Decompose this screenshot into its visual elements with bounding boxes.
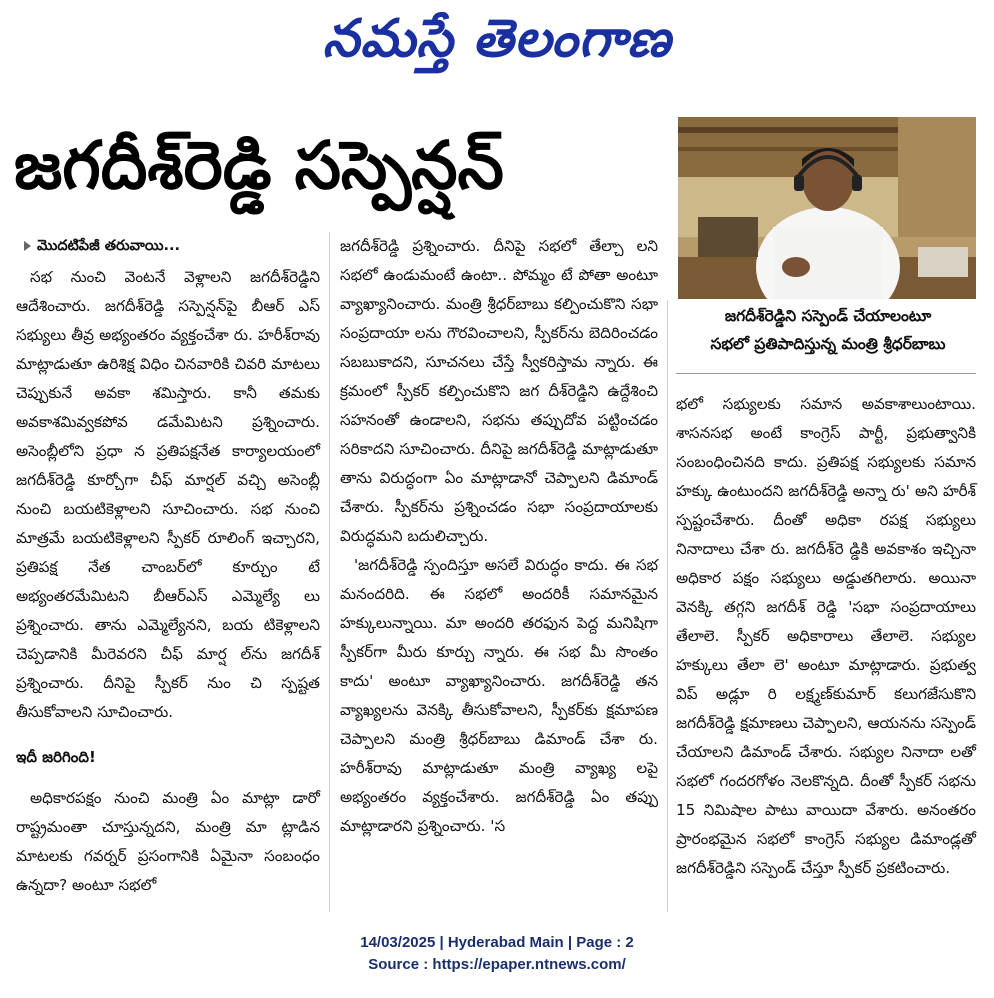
article-column-2 (340, 232, 658, 841)
column-divider (667, 300, 668, 912)
news-photo (678, 117, 976, 299)
headline (14, 116, 674, 216)
footer-date-edition: 14/03/2025 | Hyderabad Main | Page : 2 (360, 934, 634, 951)
arrow-icon (24, 241, 31, 251)
footer-source: Source : https://epaper.ntnews.com/ (368, 956, 626, 973)
column-divider (329, 232, 330, 912)
paragraph: సభ నుంచి వెంటనే వెళ్లాలని జగదీశ్‌రెడ్డిని ఆదేశించారు. జగదీశ్‌రెడ్డి సస్పెన్షన్‌పై బీఆర్ ఎస్ సభ్యులు తీవ్ర అభ్యంతరం వ్యక్తంచేశా రు. హరీశ్‌రావు మాట్లాడుతూ ఉరిశిక్ష విధిం చినవారికి చివరి మాటలు చెప్పుకునే అవకా శమిస్తారు. కానీ తమకు అవకాశమివ్వకపోవ డమేమిటని ప్రశ్నించారు. అసెంబ్లీలోని ప్రధా న ప్రతిపక్షనేత కార్యాలయంలో జగదీశ్‌రెడ్డి కూర్చోగా చీఫ్ మార్షల్ వచ్చి అసెంబ్లీ నుంచి బయటికెళ్లాలని సూచించారు. సభ నుంచి మాత్రమే బయటికెళ్లాలని స్పీకర్ రూలింగ్ ఇచ్చారని, ప్రతిపక్ష నేత చాంబర్‌లో కూర్చుం టే అభ్యంతరమేమిటని బీఆర్‌ఎస్ ఎమ్మెల్యే లు ప్రశ్నించారు. తాను ఎమ్మెల్యేనని, బయ టికెళ్లాలని చెప్పడానికి మీరెవరని చీఫ్ మార్ష ల్‌ను జగదీశ్ ప్రశ్నించారు. దీనిపై స్పీకర్ నుం చి స్పష్టత తీసుకోవాలని సూచించారు. (16, 268, 320, 721)
headline-text: జగదీశ్‌రెడ్డి సస్పెన్షన్ (14, 127, 504, 204)
paragraph: జగదీశ్‌రెడ్డి ప్రశ్నించారు. దీనిపై సభలో తేల్చా లని సభలో ఉండుమంటే ఉంటా.. పోమ్మం టే పోతా అంటూ వ్యాఖ్యానించారు. మంత్రి శ్రీధర్‌బాబు కల్పించుకొని సభా సంప్రదాయా లను గౌరవించాలని, స్పీకర్‌ను బెదిరించడం సబబుకాదని, సూచనలు చేస్తే స్వీకరిస్తామ న్నారు. ఈ క్రమంలో స్పీకర్ కల్పించుకొని జగ దీశ్‌రెడ్డిని ఉద్దేశించి సహనంతో ఉండాలని, సభను తప్పుదోవ పట్టించడం సరికాదని సూచించారు. దీనిపై జగదీశ్‌రెడ్డి మాట్లాడుతూ తాను విరుద్ధంగా ఏం మాట్లాడానో చెప్పాలని డిమాండ్ చేశారు. స్పీకర్‌ను ప్రశ్నించడం సభా సంప్రదాయాలకు విరుద్ధమని బదులిచ్చారు. (340, 237, 658, 545)
continued-text: మొదటిపేజీ తరువాయి... (37, 238, 181, 254)
caption-divider (676, 373, 976, 374)
paragraph: భలో సభ్యులకు సమాన అవకాశాలుంటాయి. శాసనసభ అంటే కాంగ్రెస్ పార్టీ, ప్రభుత్వానికి సంబంధించినది కాదు. ప్రతిపక్ష సభ్యులకు సమాన హక్కు ఉంటుందని జగదీశ్‌రెడ్డి అన్నా రు' అని హరీశ్ స్పష్టంచేశారు. దీంతో అధికా రపక్ష సభ్యులు నినాదాలు చేశా రు. జగదీశ్‌రె డ్డికి అవకాశం ఇచ్చినా అధికార పక్షం సభ్యులు అడ్డుతగిలారు. అయినా వెనక్కి తగ్గని జగదీశ్ రెడ్డి 'సభా సంప్రదాయాలు తేలాలె. స్పీకర్ అధికారాలు తేలాలె. సభ్యుల హక్కులు తేలా లె' అంటూ మాట్లాడారు. ప్రభుత్వ విప్ అడ్లూ రి లక్ష్మణ్‌కుమార్ కలుగజేసుకొని జగదీశ్‌రెడ్డి క్షమాణలు చెప్పాలని, ఆయనను సస్పెండ్ చేయాలని డిమాండ్ చేశారు. సభ్యుల నినాదా లతో సభలో గందరగోళం నెలకొన్నది. దీంతో స్పీకర్ సభను 15 నిమిషాల పాటు వాయిదా వేశారు. అనంతరం ప్రారంభమైన సభలో కాంగ్రెస్ సభ్యుల డిమాండ్లతో జగదీశ్‌రెడ్డిని సస్పెండ్ చేస్తూ స్పీకర్ ప్రకటించారు. (676, 395, 976, 877)
paragraph: 'జగదీశ్‌రెడ్డి స్పందిస్తూ అసలే విరుద్ధం కాదు. ఈ సభ మనందరిది. ఈ సభలో అందరికీ సమానమైన హక్కులున్నాయి. మా అందరి తరఫున పెద్ద మనిషిగా స్పీకర్‌గా మీరు కూర్చు న్నారు. ఈ సభ మీ సొంతం కాదు' అంటూ వ్యాఖ్యానించారు. జగదీశ్‌రెడ్డి తన వ్యాఖ్యలను వెనక్కి తీసుకోవాలని, స్పీకర్‌కు క్షమాపణ చెప్పాలని మంత్రి శ్రీధర్‌బాబు డిమాండ్ చేశా రు. హరీశ్‌రావు మాట్లాడుతూ మంత్రి వ్యాఖ్య లపై అభ్యంతరం వ్యక్తంచేశారు. జగదీశ్‌రెడ్డి ఏం తప్పు మాట్లాడారని ప్రశ్నించారు. 'స (340, 556, 658, 835)
photo-caption (682, 302, 974, 364)
photo-illustration (678, 117, 976, 299)
page-footer (0, 932, 994, 976)
paragraph: అధికారపక్షం నుంచి మంత్రి ఏం మాట్లా డారో రాష్ట్రమంతా చూస్తున్నదని, మంత్రి మా ట్లాడిన మాటలకు గవర్నర్ ప్రసంగానికి ఏమైనా సంబంధం ఉన్నదా? అంటూ సభలో (16, 789, 320, 894)
caption-line-1: జగదీశ్‌రెడ్డిని సస్పెండ్ చేయాలంటూ (724, 307, 932, 325)
caption-line-2: సభలో ప్రతిపాదిస్తున్న మంత్రి శ్రీధర్‌బాబు (710, 335, 946, 353)
masthead (0, 4, 994, 74)
article-column-3 (676, 390, 976, 883)
subheading: ఇదీ జరిగింది! (16, 748, 96, 766)
continued-label (16, 232, 320, 261)
masthead-title: నమస్తే తెలంగాణ (322, 9, 672, 69)
article-column-1 (16, 232, 320, 900)
